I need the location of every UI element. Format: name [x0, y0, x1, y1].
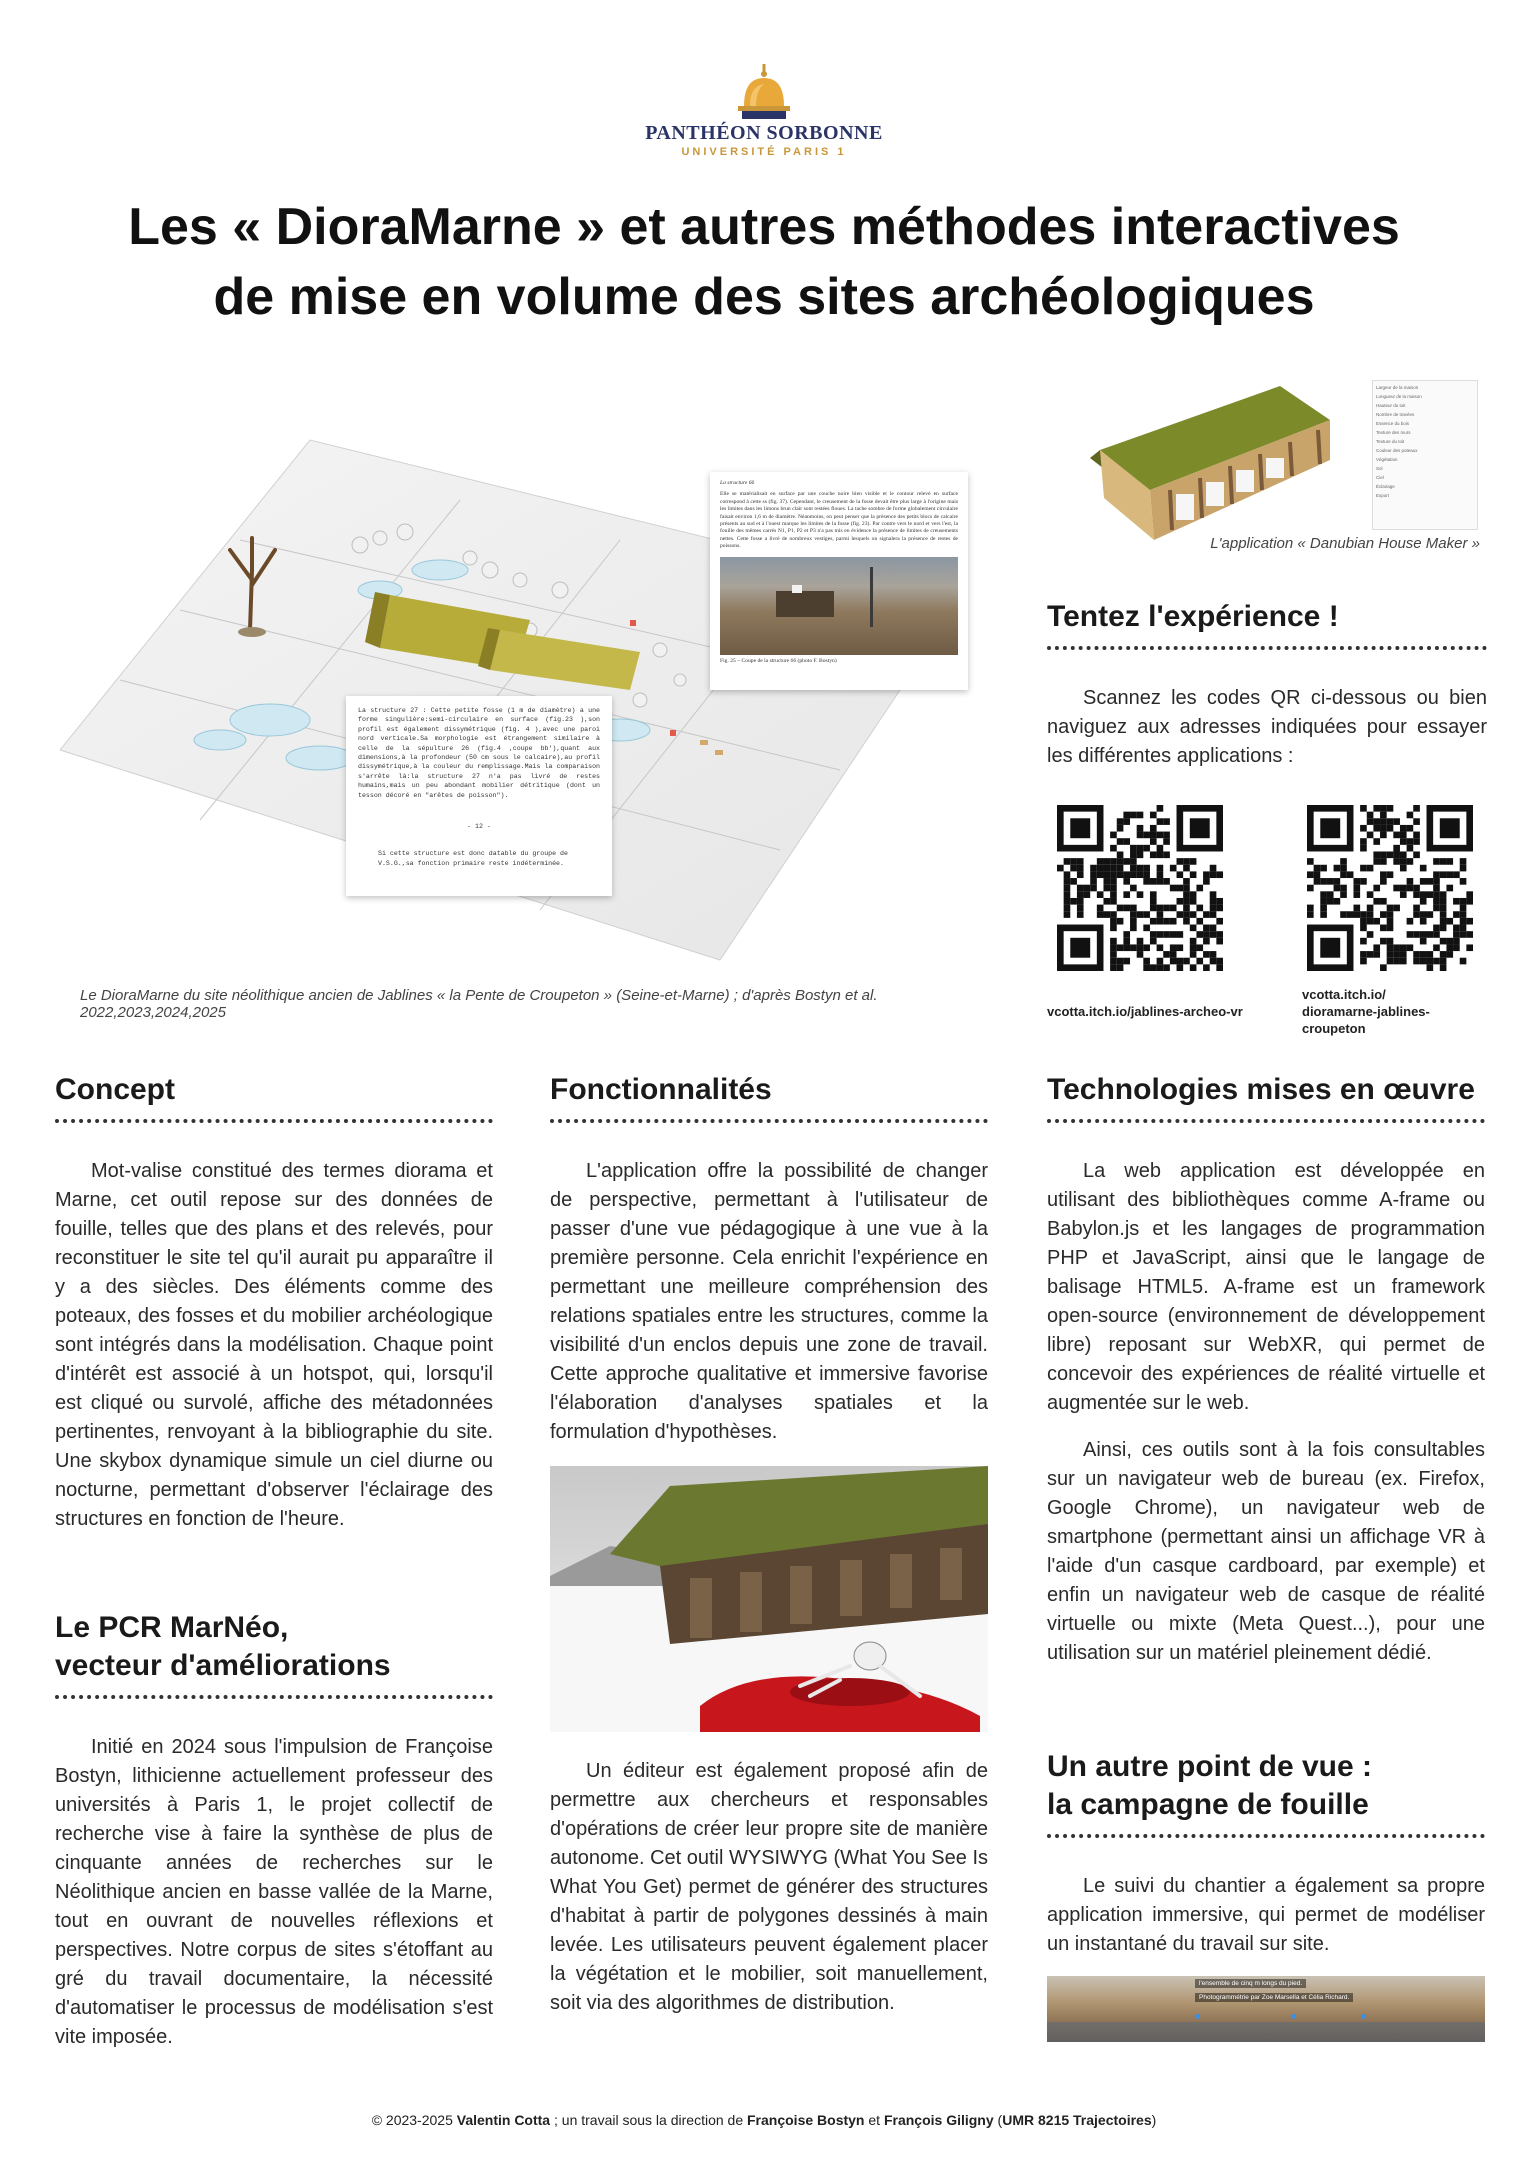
panel-row: Éclairage — [1376, 484, 1395, 489]
fieldwork-heading — [1047, 1748, 1485, 1824]
divider — [55, 1119, 493, 1123]
footer-author: Valentin Cotta — [456, 2112, 551, 2128]
features-section — [550, 1071, 988, 1447]
structure-66-heading: La structure 66 — [720, 480, 755, 486]
panel-row: Texture du toit — [1376, 439, 1405, 444]
panel-row: Essence du bois — [1376, 421, 1410, 426]
panel-row: Largeur de la maison — [1376, 385, 1419, 390]
tech-heading: Technologies mises en œuvre — [1047, 1073, 1475, 1106]
link-dioramarne-line-2: dioramarne-jablines-croupeton — [1302, 1004, 1430, 1036]
panel-row: Couleur des poteaux — [1376, 448, 1418, 453]
title-line-2: de mise en volume des sites archéologiques — [213, 268, 1315, 326]
features-paragraph-1: L'application offre la possibilité de changer de perspective, permettant à l'utilisateur de passer d'une vue pédagogique à une vue à la première personne. Cela enrichit l'expérience en permettant une meilleure compréhension des relations spatiales entre les structures, comme la visibilité d'un enclos depuis une zone de travail. Cette approche qualitative et immersive favorise l'élaboration d'analyses spatiales et la formulation d'hypothèses. — [550, 1160, 988, 1443]
panel-row: Longueur de la maison — [1376, 394, 1422, 399]
footer-paren-close: ) — [1151, 2112, 1157, 2128]
university-name: PANTHÉON SORBONNE — [645, 122, 883, 144]
divider — [1047, 1119, 1485, 1123]
link-dioramarne-line-1: vcotta.itch.io/ — [1302, 987, 1386, 1002]
divider — [55, 1695, 493, 1699]
footer-credits — [0, 2112, 1528, 2128]
footer-and: et — [864, 2112, 884, 2128]
features-paragraph-2: Un éditeur est également proposé afin de permettre aux chercheurs et responsables d'opérations de créer leur propre site de manière autonome. Cet outil WYSIWYG (What You See Is What You Get) permet de générer des structures d'habitat à partir de polygones dessinés à main levée. Les utilisateurs peuvent également placer la végétation et le mobilier, soit manuellement, soit via des algorithmes de distribution. — [550, 1760, 988, 2014]
image-label-2: Photogrammétrie par Zoe Marsella et Célia Richard. — [1195, 1993, 1353, 2002]
pcr-paragraph: Initié en 2024 sous l'impulsion de Françoise Bostyn, lithicienne actuellement professeur des universités à Paris 1, le projet collectif de recherche vise à faire la synthèse de plus de cinquante années de recherches sur le Néolithique ancien en basse vallée de la Marne, tout en ouvrant de nouvelles réflexions et perspectives. Notre corpus de sites s'étoffant au gré du travail documentaire, la nécessité d'automatiser le processus de modélisation s'est vite imposée. — [55, 1736, 493, 2048]
panel-row: Ciel — [1376, 475, 1384, 480]
image-label-1: l'ensemble de cinq m longs du pied. — [1195, 1979, 1306, 1988]
link-dioramarne[interactable] — [1302, 986, 1492, 1037]
divider — [1047, 1834, 1485, 1838]
pcr-heading — [55, 1609, 493, 1685]
report-page-number: - 12 - — [467, 823, 491, 831]
title-line-1: Les « DioraMarne » et autres méthodes interactives — [128, 198, 1400, 256]
structure-66-text: Elle se matérialisait en surface par une couche noire bien visible et le contour relevé en surface correspond à cette ss (fig. 37). Cependant, le creusement de la fosse devait être plus large à l'origine mais les limites dans les limons brun clair sont restées floues. La tache sombre de forme globalement circulaire faisait environ 1,6 m de diamètre. Néanmoins, on peut penser que la présence des petits blocs de calcaire présents au sud et à l'ouest marque les limites de la fosse (fig. 23). Par contre vers le nord et vers l'est, la fouille des mêmes carrés N1, P1, P2 et P3 n'a pas mis en évidence la présence de limites de creusements nettes. Cette fosse a livré de nombreux vestiges, parmi lesquels on signalera la présence de restes de poissons. — [720, 491, 958, 550]
tech-paragraph-2: Ainsi, ces outils sont à la fois consultables sur un navigateur web de bureau (ex. Firefox, Google Chrome), un navigateur web de smartphone (permettant ainsi un affichage VR à l'aide d'un casque cardboard, par exemple) et enfin un navigateur web de casque de réalité virtuelle ou mixte (Meta Quest...), pour une utilisation sur un matériel pleinement dédié. — [1047, 1439, 1485, 1664]
report-footer-text: Si cette structure est donc datable du groupe de V.S.G.,sa fonction primaire reste indéterminée. — [378, 850, 568, 867]
excavation-report-page — [346, 696, 612, 896]
structure-66-page — [710, 472, 968, 690]
tech-paragraph-1: La web application est développée en utilisant des bibliothèques comme A-frame ou Babylon.js et les langages de programmation PHP et JavaScript, ainsi que le langage de balisage HTML5. A-frame est un framework open-source (environnement de développement libre) reposant sur WebXR, qui permet de concevoir des expériences de réalité virtuelle et augmentée sur le web. — [1047, 1160, 1485, 1414]
try-text: Scannez les codes QR ci-dessous ou bien naviguez aux adresses indiquées pour essayer les différentes applications : — [1047, 687, 1487, 767]
qr-code-jablines-archeo-vr[interactable] — [1057, 805, 1223, 971]
pantheon-dome-icon — [734, 64, 794, 120]
fieldwork-heading-line-2: la campagne de fouille — [1047, 1788, 1369, 1821]
excavation-photo-caption: Fig. 25 – Coupe de la structure 66 (photo F. Bostyn) — [720, 657, 837, 664]
panel-row: Hauteur du toit — [1376, 403, 1406, 408]
link-jablines-archeo-vr[interactable]: vcotta.itch.io/jablines-archeo-vr — [1047, 1004, 1243, 1019]
panel-row: Sol — [1376, 466, 1383, 471]
concept-section — [55, 1071, 493, 1534]
university-subtitle: UNIVERSITÉ PARIS 1 — [681, 146, 847, 158]
footer-director-2: François Giligny — [883, 2112, 994, 2128]
footer-lab: UMR 8215 Trajectoires — [1002, 2112, 1152, 2128]
concept-heading: Concept — [55, 1073, 175, 1106]
diorama-illustration — [60, 420, 980, 980]
diorama-caption: Le DioraMarne du site néolithique ancien de Jablines « la Pente de Croupeton » (Seine-et-Marne) ; d'après Bostyn et al. 2022,2023,2024,2025 — [80, 987, 878, 1021]
concept-paragraph: Mot-valise constitué des termes diorama et Marne, cet outil repose sur des données de fouille, telles que des plans et des relevés, pour reconstituer le site tel qu'il aurait pu apparaître il y a des siècles. Des éléments comme des poteaux, des fosses et du mobilier archéologique sont intégrés dans la modélisation. Chaque point d'intérêt est associé à un hotspot, qui, lorsqu'il est cliqué ou survolé, affiche des métadonnées pertinentes, renvoyant à la bibliographie du site. Une skybox dynamique simule un ciel diurne ou nocturne, permettant d'observer l'éclairage des structures en fonction de l'heure. — [55, 1160, 493, 1530]
pcr-heading-line-1: Le PCR MarNéo, — [55, 1611, 289, 1644]
university-logo — [0, 64, 1528, 158]
poster-title — [40, 192, 1488, 332]
try-heading: Tentez l'expérience ! — [1047, 600, 1339, 633]
editor-section — [550, 1757, 988, 2018]
footer-paren-open: ( — [993, 2112, 1003, 2128]
first-person-scene-svg — [550, 1466, 988, 1732]
excavation-photo — [720, 557, 958, 655]
features-heading: Fonctionnalités — [550, 1073, 772, 1106]
fieldwork-section — [1047, 1748, 1485, 1959]
report-text: La structure 27 : Cette petite fosse (1 m de diamètre) a une forme singulière:semi-circulaire en surface (fig.23 ),son profil est également dissymétrique (fig. 4 ),avec une paroi nord verticale.Sa morphologie est étrangement similaire à celle de la sépulture 26 (fig.4 ,coupe bb'),quant aux dimensions,à la profondeur (50 cm sous le calcaire),au profil dissymétrique,à la couleur du remplissage.Mais la comparaison s'arrête là:la structure 27 n'a pas livré de restes humains,mais un peu abondant mobilier détritique (dont un tesson décoré en "arêtes de poisson"). — [358, 707, 600, 799]
house-maker-settings-panel — [1372, 380, 1478, 530]
house-maker-illustration — [1080, 380, 1480, 560]
house-maker-caption: L'application « Danubian House Maker » — [1210, 535, 1480, 552]
panel-row: Export — [1376, 493, 1390, 498]
divider — [550, 1119, 988, 1123]
fieldwork-heading-line-1: Un autre point de vue : — [1047, 1750, 1373, 1783]
panel-row: Nombre de travées — [1376, 412, 1415, 417]
footer-director-1: Françoise Bostyn — [747, 2112, 865, 2128]
divider — [1047, 646, 1487, 650]
try-section — [1047, 598, 1487, 771]
footer-direction: ; un travail sous la direction de — [550, 2112, 747, 2128]
fieldwork-paragraph: Le suivi du chantier a également sa propre application immersive, qui permet de modéliser un instantané du travail sur site. — [1047, 1875, 1485, 1955]
panel-row: Végétation — [1376, 457, 1398, 462]
longhouse-model-svg — [1080, 380, 1370, 550]
qr-code-dioramarne[interactable] — [1307, 805, 1473, 971]
first-person-view-image — [550, 1466, 988, 1732]
pcr-section — [55, 1609, 493, 2052]
pcr-heading-line-2: vecteur d'améliorations — [55, 1649, 391, 1682]
footer-copyright: © 2023-2025 — [371, 2112, 457, 2128]
panel-row: Texture des murs — [1376, 430, 1411, 435]
fieldwork-photogrammetry-image — [1047, 1976, 1485, 2042]
tech-section — [1047, 1071, 1485, 1668]
